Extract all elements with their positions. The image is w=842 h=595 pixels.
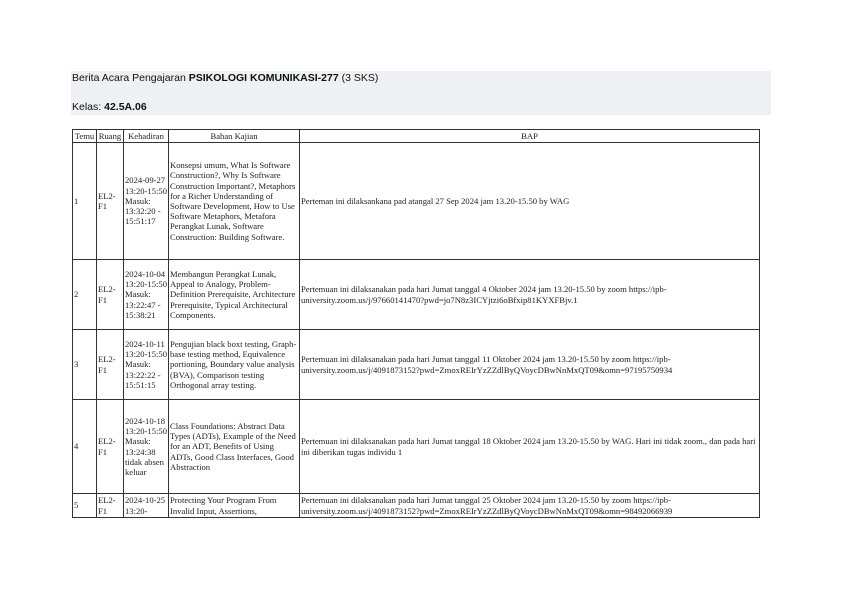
page-title <box>72 72 378 84</box>
cell-temu: 5 <box>73 494 97 518</box>
course-credits: (3 SKS) <box>338 72 379 84</box>
class-label: Kelas: <box>72 101 105 113</box>
cell-kehadiran: 2024-10-04 13:20-15:50 Masuk: 13:22:47 - 15:38:21 <box>124 260 169 330</box>
cell-kehadiran: 2024-10-25 13:20- <box>124 494 169 518</box>
cell-kehadiran: 2024-10-18 13:20-15:50 Masuk: 13:24:38 tidak absen keluar <box>124 400 169 494</box>
column-header-bahan-kajian: Bahan Kajian <box>169 130 300 143</box>
class-value: 42.5A.06 <box>104 101 147 113</box>
table-row <box>73 260 760 330</box>
cell-temu: 2 <box>73 260 97 330</box>
table-row <box>73 400 760 494</box>
table-row <box>73 330 760 400</box>
cell-bap: Pertemuan ini dilaksanakan pada hari Jumat tanggal 4 Oktober 2024 jam 13.20-15.50 by zoom https://ipb-university.zoom.us/j/97660141470?pwd=jo7N8z3ICYjtzi6oBfxip81KYXFBjv.1 <box>300 260 760 330</box>
cell-ruang: EL2-F1 <box>97 494 124 518</box>
cell-temu: 3 <box>73 330 97 400</box>
course-name: PSIKOLOGI KOMUNIKASI-277 <box>188 72 339 84</box>
cell-temu: 1 <box>73 143 97 260</box>
title-prefix: Berita Acara Pengajaran <box>72 72 189 84</box>
class-info <box>72 101 147 113</box>
cell-kehadiran: 2024-10-11 13:20-15:50 Masuk: 13:22:22 - 15:51:15 <box>124 330 169 400</box>
cell-bap: Pertemuan ini dilaksanakan pada hari Jumat tanggal 25 Oktober 2024 jam 13.20-15.50 by zoom https://ipb-university.zoom.us/j/4091873152?pwd=ZmoxREIrYzZZdlByQVoycDBwNnMxQT09&omn=98492066939 <box>300 494 760 518</box>
cell-ruang: EL2-F1 <box>97 330 124 400</box>
bap-table <box>72 129 760 518</box>
cell-bap: Pertemuan ini dilaksanakan pada hari Jumat tanggal 11 Oktober 2024 jam 13.20-15.50 by zoom https://ipb-university.zoom.us/j/4091873152?pwd=ZmoxREIrYzZZdlByQVoycDBwNnMxQT09&omn=97195750934 <box>300 330 760 400</box>
cell-bahan-kajian: Konsepsi umum, What Is Software Construction?, Why Is Software Construction Important?, Metaphors for a Richer Understanding of Software Development, How to Use Software Metaphors, Metafora Perangkat Lunak, Software Construction: Building Software. <box>169 143 300 260</box>
cell-ruang: EL2-F1 <box>97 400 124 494</box>
table-header-row <box>73 130 760 143</box>
column-header-temu: Temu <box>73 130 97 143</box>
table-row <box>73 143 760 260</box>
cell-kehadiran: 2024-09-27 13:20-15:50 Masuk: 13:32:20 - 15:51:17 <box>124 143 169 260</box>
cell-bahan-kajian: Protecting Your Program From Invalid Input, Assertions, <box>169 494 300 518</box>
cell-bahan-kajian: Pengujian black boxt testing, Graph-base testing method, Equivalence portioning, Boundary value analysis (BVA), Comparison testing Orthogonal array testing. <box>169 330 300 400</box>
column-header-ruang: Ruang <box>97 130 124 143</box>
cell-bahan-kajian: Class Foundations: Abstract Data Types (ADTs), Example of the Need for an ADT, Benefits of Using ADTs, Good Class Interfaces, Good Abstraction <box>169 400 300 494</box>
cell-temu: 4 <box>73 400 97 494</box>
cell-bahan-kajian: Membangun Perangkat Lunak, Appeal to Analogy, Problem-Definition Prerequisite, Architecture Prerequisite, Typical Architectural Components. <box>169 260 300 330</box>
cell-ruang: EL2-F1 <box>97 260 124 330</box>
cell-bap: Perteman ini dilaksankana pad atangal 27 Sep 2024 jam 13.20-15.50 by WAG <box>300 143 760 260</box>
table-row <box>73 494 760 518</box>
column-header-bap: BAP <box>300 130 760 143</box>
cell-bap: Pertemuan ini dilaksanakan pada hari Jumat tanggal 18 Oktober 2024 jam 13.20-15.50 by WAG. Hari ini tidak zoom., dan pada hari ini diberikan tugas individu 1 <box>300 400 760 494</box>
cell-ruang: EL2-F1 <box>97 143 124 260</box>
column-header-kehadiran: Kehadiran <box>124 130 169 143</box>
